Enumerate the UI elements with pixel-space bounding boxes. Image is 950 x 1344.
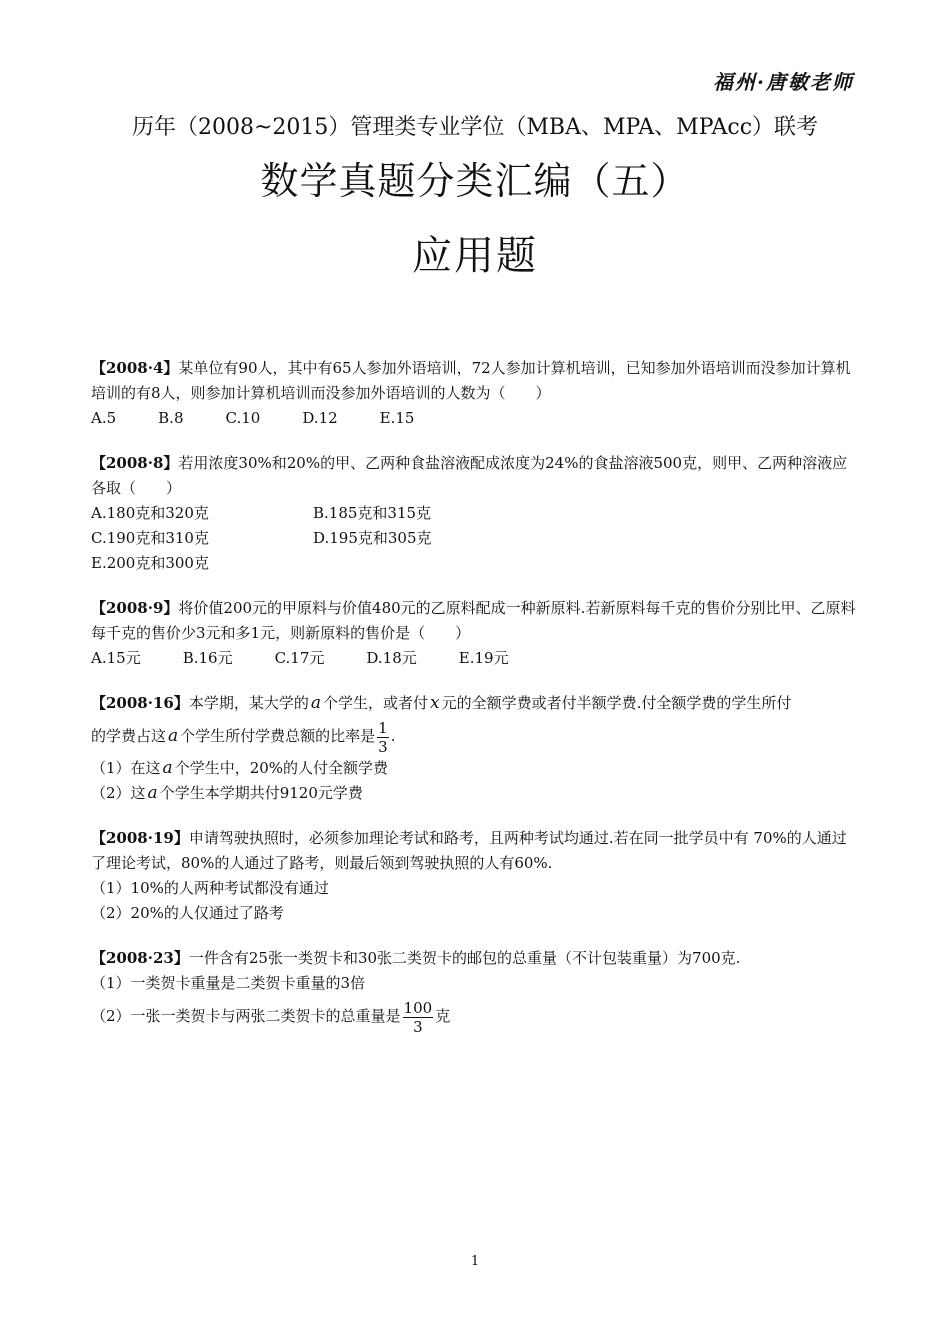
question-text: .	[390, 727, 396, 745]
condition-1: （1）在这	[91, 759, 161, 777]
question-text: 一件含有25张一类贺卡和30张二类贺卡的邮包的总重量（不计包装重量）为700克.	[188, 949, 741, 967]
author-label: 福州·唐敏老师	[713, 70, 854, 94]
question-tag: 【2008·16】	[91, 694, 189, 712]
question-tag: 【2008·19】	[91, 829, 189, 847]
question-2008-4	[91, 356, 861, 431]
condition-2: （2）这	[91, 784, 146, 802]
condition-2: （2）一张一类贺卡与两张二类贺卡的总重量是	[91, 1007, 401, 1025]
question-text: 若用浓度30%和20%的甲、乙两种食盐溶液配成浓度为24%的食盐溶液500克，则甲、乙两种溶液应各取（ ）	[91, 454, 848, 497]
question-text: 本学期，某大学的	[188, 694, 309, 712]
question-list	[91, 356, 861, 1056]
options-grid	[91, 501, 861, 576]
variable-a: a	[168, 726, 179, 746]
question-2008-23	[91, 946, 861, 1036]
option-b: B.16元	[182, 649, 233, 667]
condition-1-text: 个学生中，20%的人付全额学费	[174, 759, 389, 777]
condition-1: （1）一类贺卡重量是二类贺卡重量的3倍	[91, 974, 366, 992]
options-row	[91, 406, 861, 431]
question-tag: 【2008·8】	[91, 454, 179, 472]
fraction-denominator: 3	[378, 737, 388, 756]
option-e: E.19元	[458, 649, 509, 667]
fraction-numerator: 100	[403, 998, 433, 1017]
option-e: E.200克和300克	[91, 554, 209, 572]
question-text: 某单位有90人，其中有65人参加外语培训，72人参加计算机培训，已知参加外语培训而没参加计算机培训的有8人，则参加计算机培训而没参加外语培训的人数为（ ）	[91, 359, 851, 402]
option-c: C.190克和310克	[91, 529, 209, 547]
question-tag: 【2008·4】	[91, 359, 179, 377]
variable-x: x	[430, 693, 440, 713]
option-d: D.12	[302, 409, 338, 427]
page-number: 1	[470, 1254, 480, 1269]
question-tag: 【2008·9】	[91, 599, 179, 617]
question-text: 元的全额学费或者付半额学费.付全额学费的学生所付	[441, 694, 792, 712]
condition-2-text: 个学生本学期共付9120元学费	[159, 784, 363, 802]
condition-1: （1）10%的人两种考试都没有通过	[91, 879, 329, 897]
question-2008-8	[91, 451, 861, 576]
option-e: E.15	[379, 409, 415, 427]
question-tag: 【2008·23】	[91, 949, 189, 967]
question-2008-19	[91, 826, 861, 926]
section-title: 应用题	[412, 233, 538, 279]
option-b: B.185克和315克	[313, 504, 432, 522]
variable-a: a	[310, 693, 322, 713]
option-c: C.17元	[274, 649, 325, 667]
question-text: 的学费占这	[91, 727, 167, 745]
document-subtitle: 历年（2008~2015）管理类专业学位（MBA、MPA、MPAcc）联考	[131, 115, 819, 140]
variable-a: a	[162, 758, 173, 778]
options-row	[91, 646, 861, 671]
question-2008-9	[91, 596, 861, 671]
fraction-numerator: 1	[378, 718, 388, 737]
question-text: 个学生，或者付	[323, 694, 429, 712]
fraction	[403, 999, 434, 1036]
option-c: C.10	[225, 409, 261, 427]
option-d: D.195克和305克	[313, 529, 432, 547]
option-a: A.180克和320克	[91, 504, 209, 522]
question-text: 将价值200元的甲原料与价值480元的乙原料配成一种新原料.若新原料每千克的售价分别比甲、乙原料每千克的售价少3元和多1元，则新原料的售价是（ ）	[91, 599, 856, 642]
question-text: 申请驾驶执照时，必须参加理论考试和路考，且两种考试均通过.若在同一批学员中有 70%的人通过了理论考试，80%的人通过了路考，则最后领到驾驶执照的人有60%.	[91, 829, 847, 872]
document-title: 数学真题分类汇编（五）	[260, 159, 690, 203]
option-b: B.8	[158, 409, 184, 427]
option-d: D.18元	[366, 649, 417, 667]
option-a: A.5	[91, 409, 117, 427]
question-text: 个学生所付学费总额的比率是	[180, 727, 376, 745]
fraction-denominator: 3	[413, 1017, 423, 1036]
condition-2-unit: 克	[435, 1007, 451, 1025]
variable-a: a	[147, 783, 158, 803]
option-a: A.15元	[91, 649, 141, 667]
question-2008-16	[91, 691, 861, 806]
fraction	[377, 719, 389, 756]
condition-2: （2）20%的人仅通过了路考	[91, 904, 284, 922]
